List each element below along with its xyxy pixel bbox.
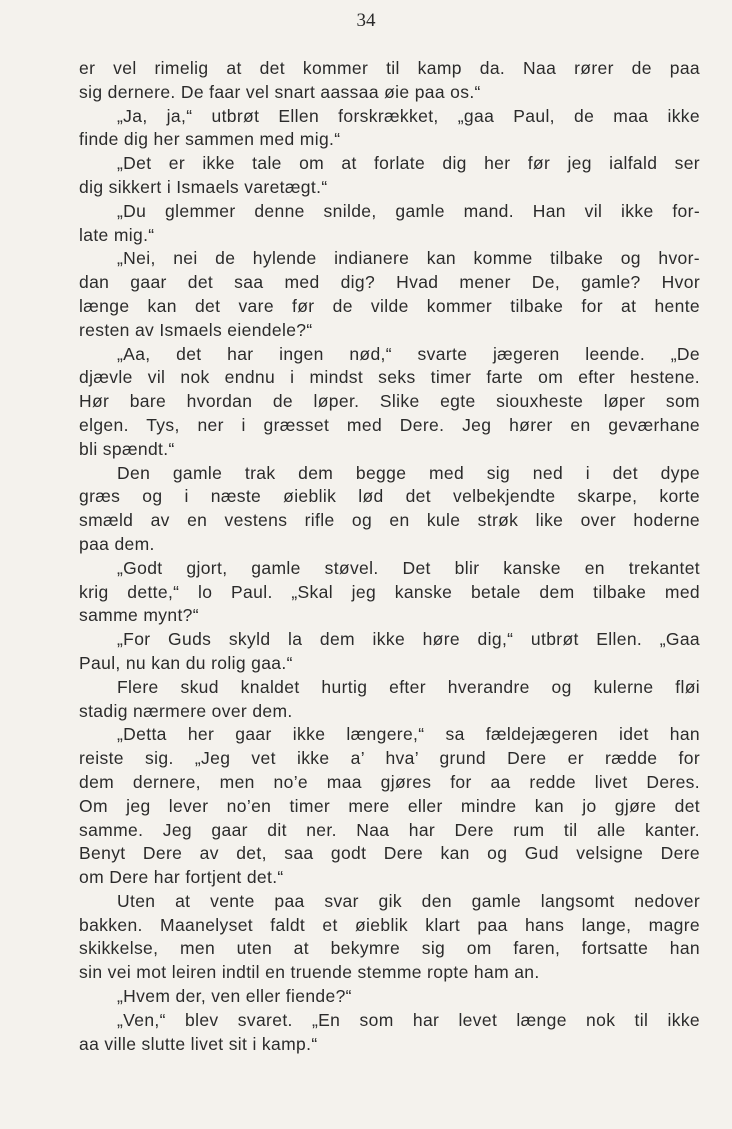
text-line: dan gaar det saa med dig? Hvad mener De, gamle? Hvor [79, 272, 700, 293]
text-line: sin vei mot leiren indtil en truende stemme ropte ham an. [79, 962, 540, 983]
text-line: „Ven,“ blev svaret. „En som har levet længe nok til ikke [117, 1009, 700, 1030]
text-line: samme. Jeg gaar dit ner. Naa har Dere rum til alle kanter. [79, 819, 700, 840]
page-number: 34 [356, 10, 376, 31]
text-line: græs og i næste øieblik lød det velbekjendte skarpe, korte [79, 486, 700, 507]
text-line: stadig nærmere over dem. [79, 700, 293, 721]
text-line: bli spændt.“ [79, 438, 175, 459]
text-line: Om jeg lever no’en timer mere eller mindre kan jo gjøre det [79, 795, 700, 816]
text-line: reiste sig. „Jeg vet ikke a’ hva’ grund Dere er rædde for [79, 748, 700, 769]
text-line: elgen. Tys, ner i græsset med Dere. Jeg hører en geværhane [79, 414, 700, 435]
text-line: paa dem. [79, 533, 155, 554]
text-line: „Godt gjort, gamle støvel. Det blir kanske en trekantet [117, 557, 700, 578]
text-line: er vel rimelig at det kommer til kamp da. Naa rører de paa [79, 58, 700, 78]
text-line: dem dernere, men no’e maa gjøres for aa redde livet Deres. [79, 771, 700, 792]
text-line: bakken. Maanelyset faldt et øieblik klart paa hans lange, magre [79, 914, 700, 935]
text-line: Paul, nu kan du rolig gaa.“ [79, 652, 293, 673]
text-line: „Du glemmer denne snilde, gamle mand. Han vil ikke for- [117, 200, 700, 221]
text-line: „Det er ikke tale om at forlate dig her før jeg ialfald ser [117, 153, 700, 174]
body-text [79, 57, 700, 1056]
text-line: Flere skud knaldet hurtig efter hverandre og kulerne fløi [117, 676, 700, 697]
text-line: „For Guds skyld la dem ikke høre dig,“ utbrøt Ellen. „Gaa [117, 629, 700, 650]
text-line: skikkelse, men uten at bekymre sig om faren, fortsatte han [79, 938, 700, 959]
text-line: finde dig her sammen med mig.“ [79, 129, 341, 150]
text-line: længe kan det vare før de vilde kommer tilbake for at hente [79, 295, 700, 316]
text-line: aa ville slutte livet sit i kamp.“ [79, 1033, 318, 1054]
text-line: smæld av en vestens rifle og en kule strøk like over hoderne [79, 510, 700, 531]
text-line: „Ja, ja,“ utbrøt Ellen forskrækket, „gaa Paul, de maa ikke [117, 105, 700, 126]
text-line: krig dette,“ lo Paul. „Skal jeg kanske betale dem tilbake med [79, 581, 700, 602]
text-line: „Aa, det har ingen nød,“ svarte jægeren leende. „De [117, 343, 700, 364]
text-line: om Dere har fortjent det.“ [79, 867, 284, 888]
text-line: Benyt Dere av det, saa godt Dere kan og Gud velsigne Dere [79, 843, 700, 864]
text-line: Den gamle trak dem begge med sig ned i det dype [117, 462, 700, 483]
text-line: Uten at vente paa svar gik den gamle langsomt nedover [117, 890, 700, 911]
text-line: sig dernere. De faar vel snart aassaa øie paa os.“ [79, 81, 481, 102]
text-line: resten av Ismaels eiendele?“ [79, 319, 313, 340]
text-line: samme mynt?“ [79, 605, 199, 626]
text-line: „Detta her gaar ikke længere,“ sa fældejægeren idet han [117, 724, 700, 745]
text-line: late mig.“ [79, 224, 155, 245]
text-line: djævle vil nok endnu i mindst seks timer farte om efter hestene. [79, 367, 700, 388]
text-line: „Nei, nei de hylende indianere kan komme tilbake og hvor- [117, 248, 700, 269]
text-line: Hør bare hvordan de løper. Slike egte siouxheste løper som [79, 391, 700, 412]
text-line: dig sikkert i Ismaels varetægt.“ [79, 176, 328, 197]
text-line: „Hvem der, ven eller fiende?“ [117, 986, 352, 1007]
